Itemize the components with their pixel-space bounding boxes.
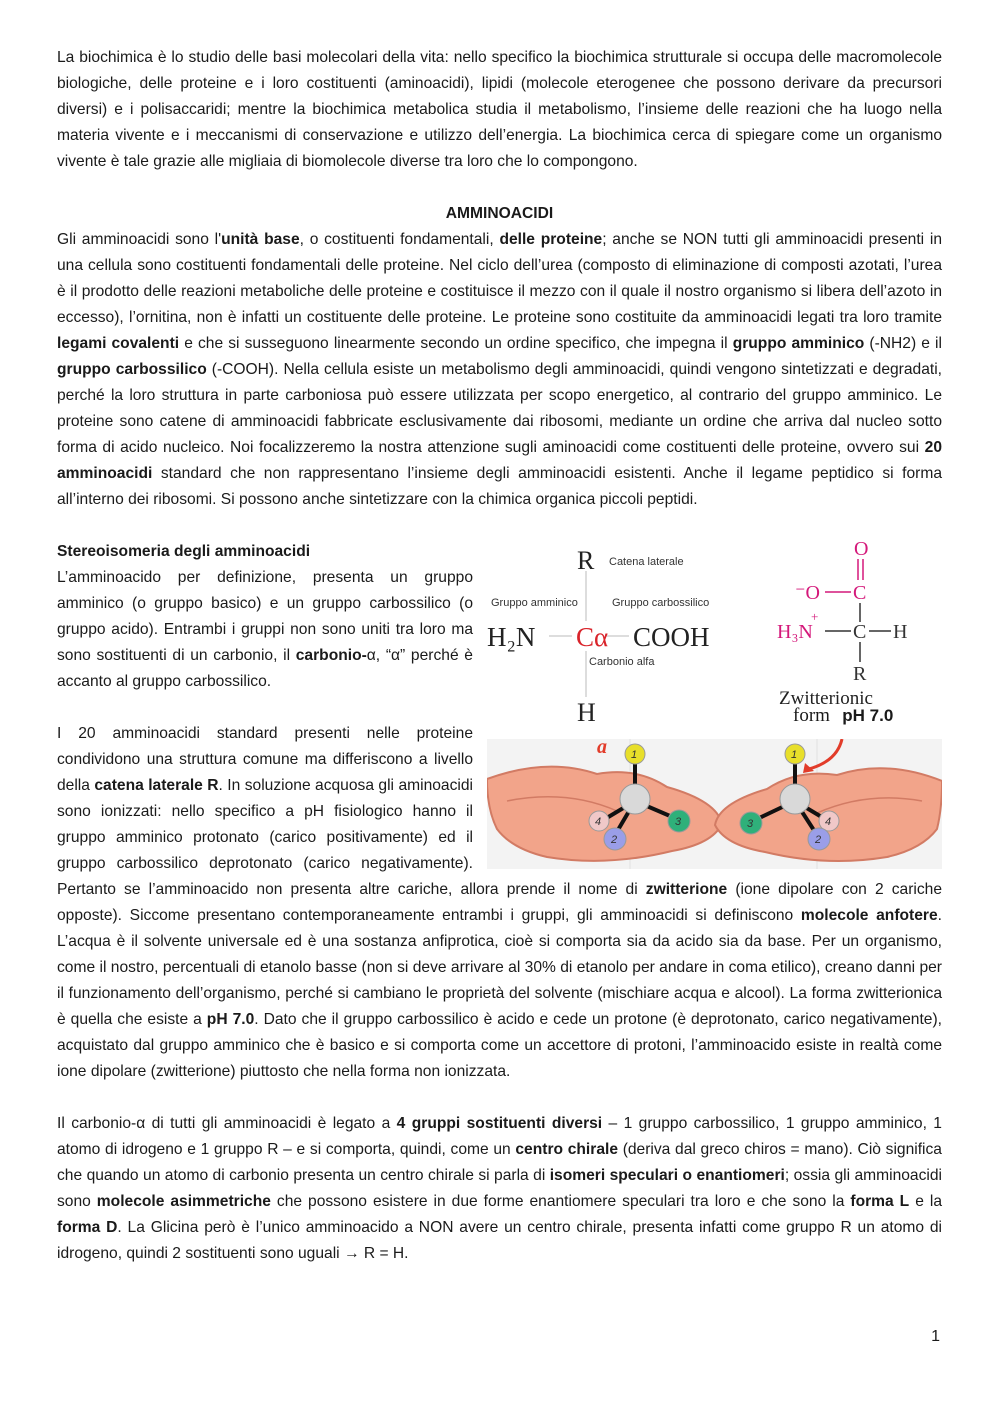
zw-caption-row [793,703,953,727]
paragraph-stereoisomerism: L’amminoacido per definizione, presenta un gruppo amminico (o gruppo basico) e un gruppo carbossilico (o gruppo acido). Entrambi i gruppi non sono uniti tra loro ma sono sostituenti di un carbonio, il carbonio-α, “α” perché è accanto al gruppo carbossilico. [57,569,473,690]
h-label: H [577,698,596,727]
right-ball-3: 3 [747,818,754,830]
zw-ammonium: H₃N [777,621,813,643]
zw-caption-line1: Zwitterionic [779,688,873,709]
zw-carboxyl-carbon: C [853,582,867,604]
c-alpha-label: Cα [576,622,609,652]
paragraph-zwitterion: I 20 amminoacidi standard presenti nelle proteine condividono una struttura comune ma differiscono a livello della catena laterale R. In soluzione acquosa gli aminoacidi sono ionizzati: nello specifico a pH fisiologico hanno il gruppo amminico protonato (carico positivamente) ed il gruppo carbossilico deprotonato (carico negativamente). Pertanto se l’amminoacido non presenta altre cariche, allora prende il nome di zwitterione (ione dipolare con 2 cariche opposte). Siccome presentano contemporaneamente entrambi i gruppi, gli amminoacidi si definiscono molecole anfotere. L’acqua è il solvente universale ed è una sostanza anfiprotica, cioè si comporta sia da acido sia da base. Per un organismo, come il nostro, percentuali di etanolo basse (non si deve arrivare al 30% di etanolo per andare in coma etilico), creano danni per il funzionamento dell’organismo, perché si cambiano le proprietà del solvente (mischiare acqua e alcool). La forma zwitterionica è quella che esiste a pH 7.0. Dato che il gruppo carbossilico è acido e cede un protone (è deprotonato, carico negativamente), acquistato dal gruppo amminico che è basico e si comporta come un accettore di protoni, l’amminoacido esiste in realtà come ione dipolare (zwitterione) piuttosto che nella forma non ionizzata. [57,725,943,1080]
intro-paragraph: La biochimica è lo studio delle basi molecolari della vita: nello specifico la biochimica strutturale si occupa delle macromolecole biologiche, delle proteine e i loro costituenti (aminoacidi), lipidi (molecole eterogenee che possono derivare da precursori diversi) e i polisaccaridi; mentre la biochimica metabolica studia il metabolismo, l’insieme delle reazioni che ha luogo nella materia vivente e i meccanismi di conservazione e utilizzo dell’energia. La biochimica cerca di spiegare come un organismo vivente è tale grazie alle migliaia di biomolecole diverse tra loro che lo compongono. [57,49,942,170]
page-number: 1 [931,1328,940,1345]
carboxyl-group-label: Gruppo carbossilico [612,597,710,609]
left-ball-2: 2 [611,834,618,846]
zw-carbonyl-oxygen: O [854,538,869,560]
figures-column [487,539,942,869]
left-ball-4: 4 [595,816,602,828]
amino-group-label: Gruppo amminico [491,597,578,609]
side-chain-label: Catena laterale [609,556,684,568]
r-group-label: R [577,546,595,575]
right-ball-2: 2 [815,834,822,846]
chirality-hands-figure [487,739,942,869]
hand-label-a: a [597,739,607,758]
zw-ph-label: pH 7.0 [842,706,894,725]
h2n-label: H₂N [487,622,536,652]
left-ball-1: 1 [631,749,638,761]
paragraph-aminoacids: Gli amminoacidi sono l'unità base, o costituenti fondamentali, delle proteine; anche se NON tutti gli amminoacidi presenti in una cellula sono costituenti fondamentali delle proteine. Nel ciclo dell’urea (composto di eliminazione di composti azotati, l’urea è il prodotto delle reazioni metaboliche delle proteine e costituisce il mezzo con il quale il nostro organismo si libera dell’azoto in eccesso), l’ornitina, non è infatti un costituente delle proteine. Le proteine sono costituite da amminoacidi legati tra loro tramite legami covalenti e che si susseguono linearmente secondo un ordine specifico, che impegna il gruppo amminico (-NH2) e il gruppo carbossilico (-COOH). Nella cellula esiste un metabolismo degli amminoacidi, quindi vengono sintetizzati e degradati, perché la loro struttura in parte carboniosa può essere utilizzata per scopo energetico, al contrario del gruppo amminico. Le proteine sono catene di amminoacidi fabbricate esclusivamente dai ribosomi, mediante un ordine che arriva dal nucleo sotto forma di acido nucleico. Noi focalizzeremo la nostra attenzione sugli aminoacidi come costituenti delle proteine, ovvero sui 20 amminoacidi standard che non rappresentano l’insieme degli amminoacidi esistenti. Anche il legame peptidico si forma all’interno dei ribosomi. Si possono anche sintetizzare con la chimica organica piccoli peptidi. [57,231,943,508]
zw-alpha-carbon: C [853,621,867,643]
zwitterion-figure [767,527,947,717]
zw-r-group: R [853,663,867,685]
amino-acid-structure-figure [487,539,727,729]
zw-plus-charge: + [811,609,819,624]
document-body [57,45,942,1267]
zw-caption-line2: form [793,705,830,726]
subsection-title: Stereoisomeria degli amminoacidi [57,543,311,560]
section-title: AMMINOACIDI [445,205,554,222]
cooh-label: COOH [633,622,710,652]
paragraph-chirality: Il carbonio-α di tutti gli amminoacidi è legato a 4 gruppi sostituenti diversi – 1 gruppo carbossilico, 1 gruppo amminico, 1 atomo di idrogeno e 1 gruppo R – e si comporta, quindi, come un centro chirale (deriva dal greco chiros = mano). Ciò significa che quando un atomo di carbonio presenta un centro chirale si parla di isomeri speculari o enantiomeri; ossia gli amminoacidi sono molecole asimmetriche che possono esistere in due forme enantiomere speculari tra loro e che sono la forma L e la forma D. La Glicina però è l’unico amminoacido a NON avere un centro chirale, presenta infatti come gruppo R un atomo di idrogeno, quindi 2 sostituenti sono uguali → R = H. [57,1115,943,1262]
left-ball-3: 3 [675,816,682,828]
right-ball-1: 1 [791,749,798,761]
zw-hydrogen: H [893,621,908,643]
right-ball-4: 4 [825,816,832,828]
zw-carboxylate-oxygen: ⁻O [795,582,820,604]
carbon-alpha-label: Carbonio alfa [589,656,655,668]
